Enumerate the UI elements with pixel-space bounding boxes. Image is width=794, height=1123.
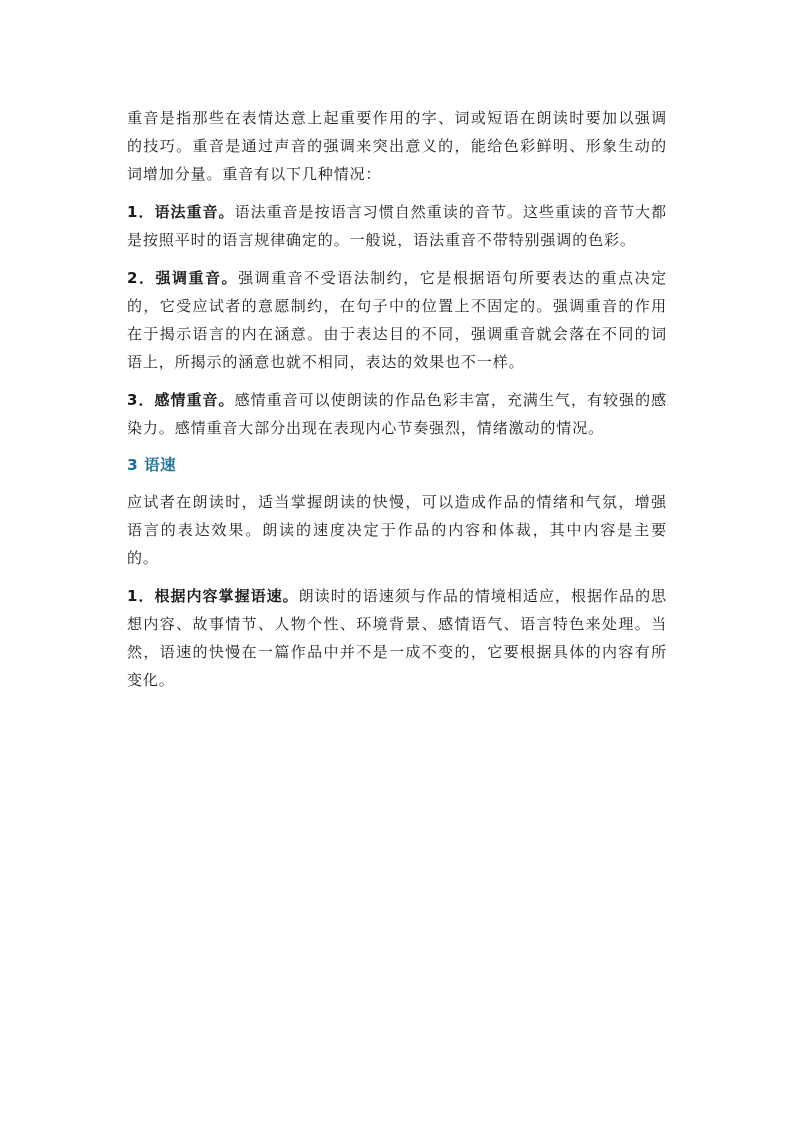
paragraph-text: 朗读时的语速须与作品的情境相适应，根据作品的思想内容、故事情节、人物个性、环境背景、感情语气、语言特色来处理。当然，语速的快慢在一篇作品中并不是一成不变的，它要根据具体的内容有所变化。 [127,587,667,689]
paragraph-lead: 2．强调重音。 [127,269,239,287]
paragraph-text: 语法重音是按语言习惯自然重读的音节。这些重读的音节大都是按照平时的语言规律确定的。一般说，语法重音不带特别强调的色彩。 [127,203,667,249]
paragraph-text: 重音是指那些在表情达意上起重要作用的字、词或短语在朗读时要加以强调的技巧。重音是通过声音的强调来突出意义的，能给色彩鲜明、形象生动的词增加分量。重音有以下几种情况： [127,109,667,183]
paragraph-lead: 1．根据内容掌握语速。 [127,587,299,605]
document-body [127,104,667,704]
paragraph-speed-intro [127,488,667,572]
paragraph-grammar-stress [127,198,667,254]
paragraph-emotion-stress [127,386,667,442]
paragraph-speed-by-content [127,582,667,694]
paragraph-stress-intro [127,104,667,188]
section-heading-speed: 3 语速 [127,456,177,474]
paragraph-emphasis-stress [127,264,667,376]
paragraph-lead: 3．感情重音。 [127,391,235,409]
paragraph-text: 强调重音不受语法制约，它是根据语句所要表达的重点决定的，它受应试者的意愿制约，在句子中的位置上不固定的。强调重音的作用在于揭示语言的内在涵意。由于表达目的不同，强调重音就会落在不同的词语上，所揭示的涵意也就不相同，表达的效果也不一样。 [127,269,667,371]
paragraph-lead: 1．语法重音。 [127,203,235,221]
paragraph-text: 应试者在朗读时，适当掌握朗读的快慢，可以造成作品的情绪和气氛，增强语言的表达效果。朗读的速度决定于作品的内容和体裁，其中内容是主要的。 [127,493,667,567]
paragraph-text: 感情重音可以使朗读的作品色彩丰富，充满生气，有较强的感染力。感情重音大部分出现在表现内心节奏强烈，情绪激动的情况。 [127,391,667,437]
